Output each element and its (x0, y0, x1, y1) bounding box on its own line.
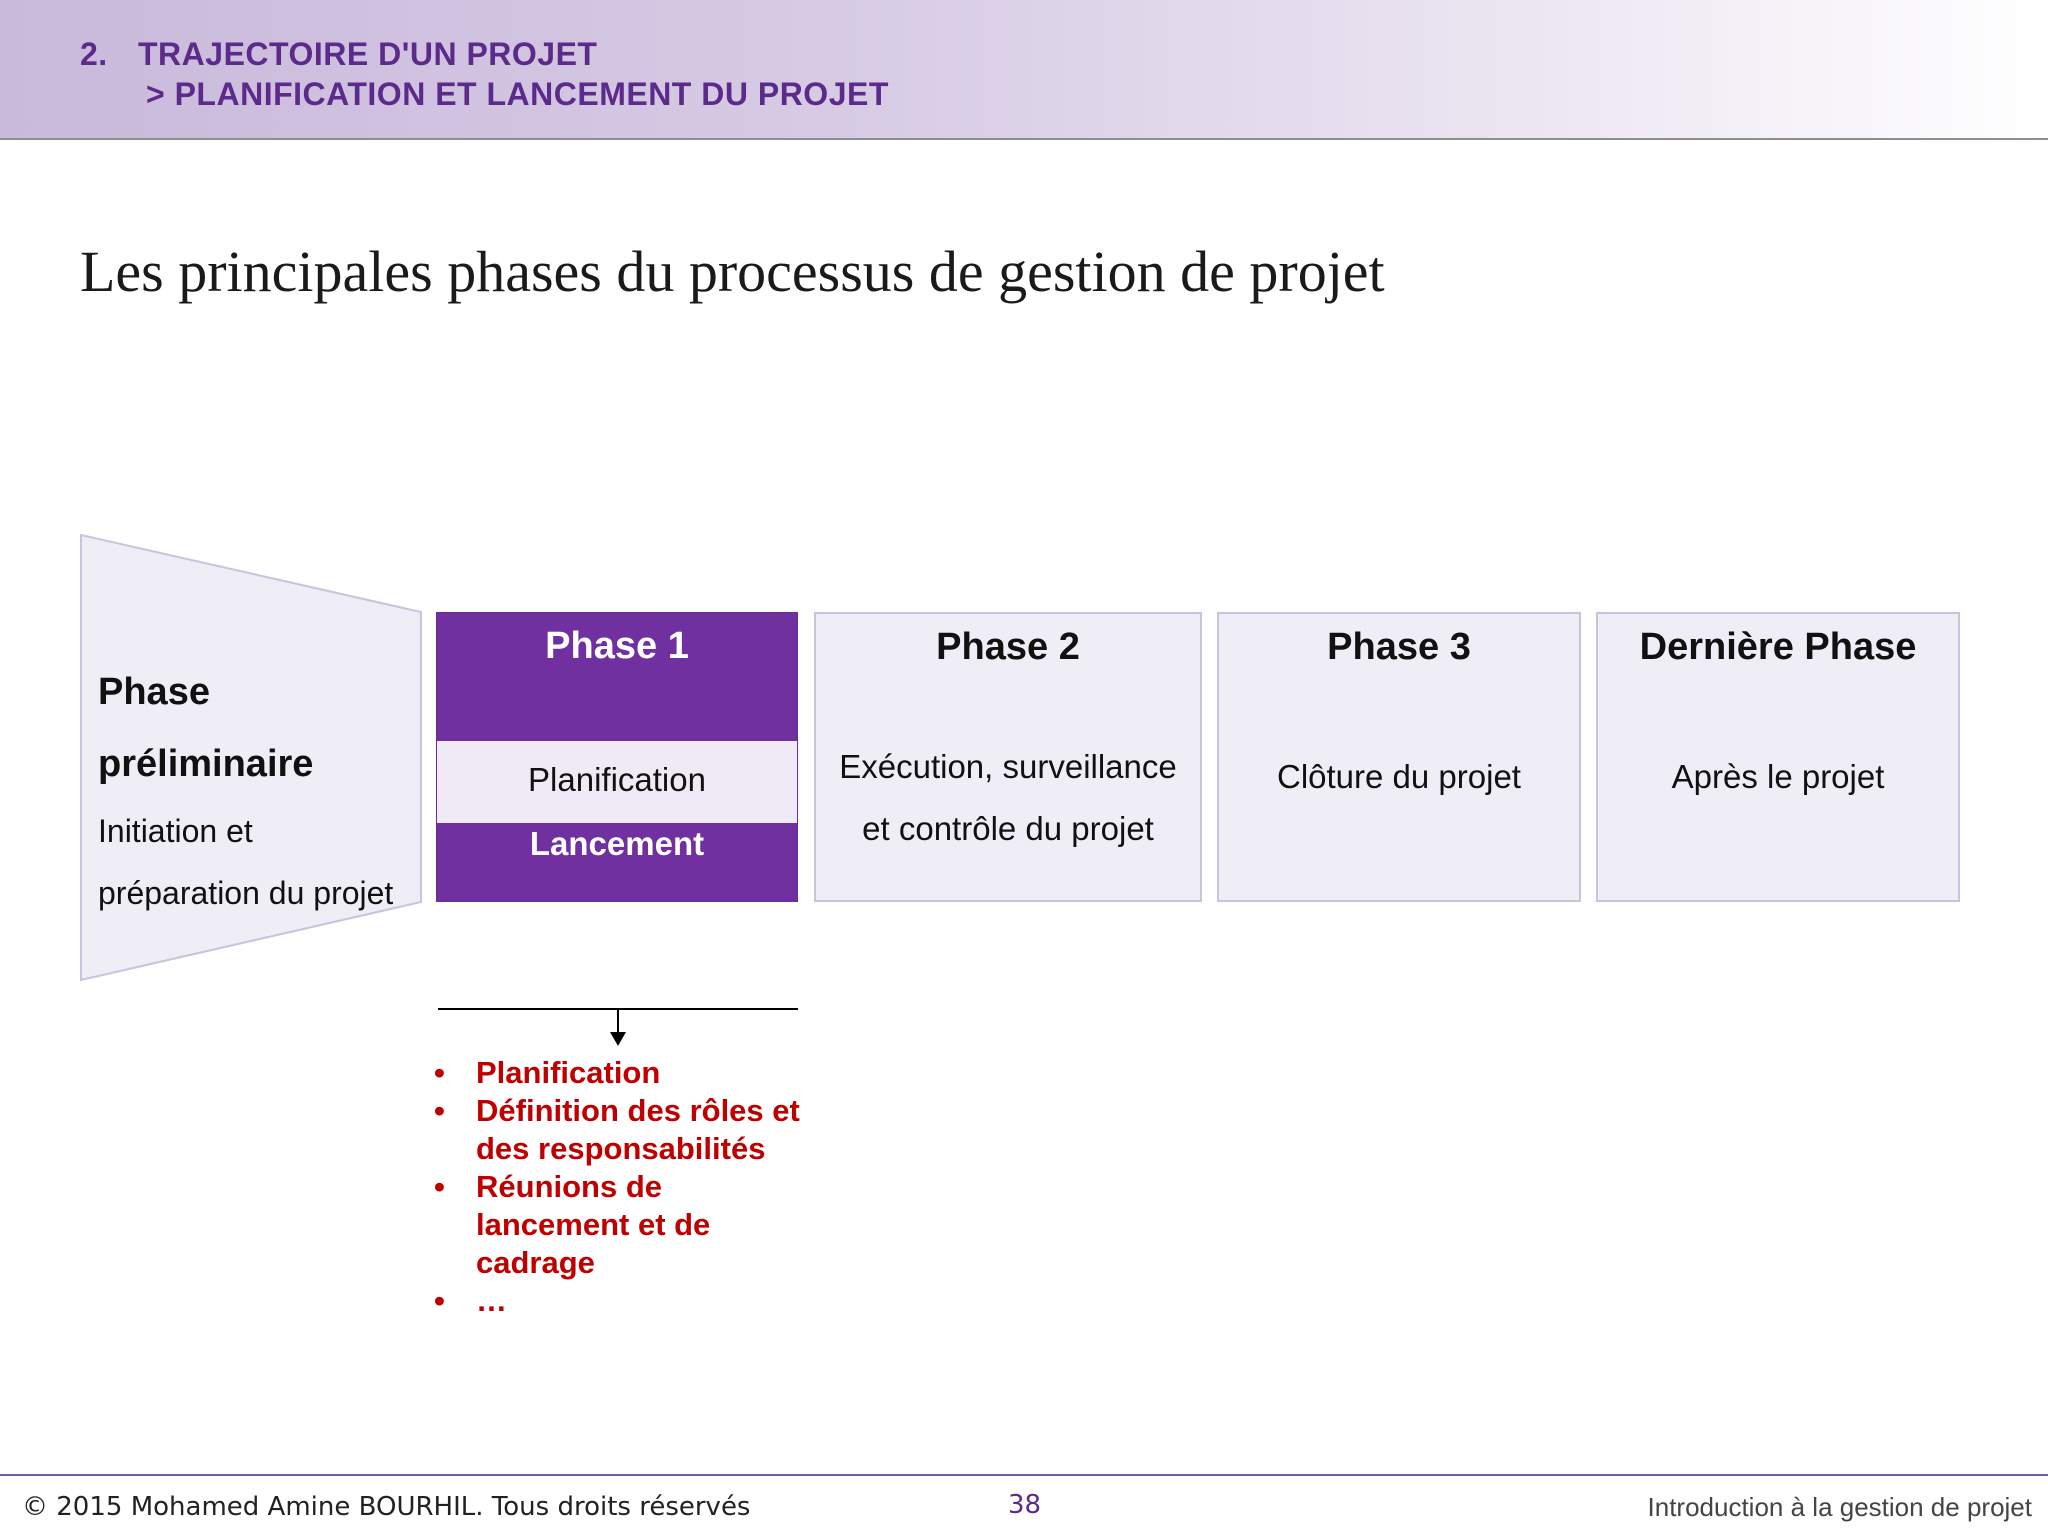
phase-1-title: Phase 1 (545, 625, 689, 667)
phase-2-box (814, 612, 1202, 902)
footer-course-title: Introduction à la gestion de projet (1647, 1492, 2032, 1522)
list-item: • Réunions de lancement et de cadrage (434, 1169, 711, 1280)
preliminary-title-line2: préliminaire (98, 743, 314, 785)
header-band (0, 0, 2048, 140)
bullet-icon: • (434, 1093, 445, 1128)
preliminary-phase-text (98, 656, 428, 924)
phase-1-planification-band (437, 741, 797, 823)
section-heading (80, 36, 597, 73)
phase-1-planification-label: Planification (528, 761, 706, 798)
list-item: • Définition des rôles et des responsabilités (434, 1093, 800, 1166)
section-title: TRAJECTOIRE D'UN PROJET (138, 36, 598, 72)
phase-1-box (436, 612, 798, 902)
phase-3-box (1217, 612, 1581, 902)
phase-1-activities-list (434, 1054, 804, 1320)
bullet-icon: • (434, 1283, 445, 1318)
down-arrow-icon (436, 1004, 800, 1048)
slide-title: Les principales phases du processus de gestion de projet (80, 239, 1385, 304)
page-number: 38 (1008, 1490, 1042, 1520)
phase-1-lancement-label: Lancement (529, 825, 705, 862)
bullet-icon: • (434, 1169, 445, 1204)
preliminary-desc-line2: préparation du projet (98, 875, 394, 911)
last-phase-desc: Après le projet (1671, 758, 1885, 795)
subsection-title: > PLANIFICATION ET LANCEMENT DU PROJET (146, 76, 889, 112)
phase-3-title: Phase 3 (1327, 626, 1471, 668)
footer-copyright: © 2015 Mohamed Amine BOURHIL. Tous droits réservés (22, 1492, 751, 1522)
last-phase-title: Dernière Phase (1639, 626, 1917, 668)
footer-divider (0, 1474, 2048, 1476)
phase-3-desc: Clôture du projet (1277, 758, 1521, 795)
preliminary-desc-line1: Initiation et (98, 813, 253, 849)
preliminary-title-line1: Phase (98, 671, 210, 713)
bullet-icon: • (434, 1055, 445, 1090)
list-item: • … (434, 1283, 507, 1318)
list-item: • Planification (434, 1055, 661, 1090)
phase-2-title: Phase 2 (936, 626, 1080, 668)
last-phase-box (1596, 612, 1960, 902)
phase-2-desc-line1: Exécution, surveillance (839, 748, 1177, 785)
section-number: 2. (80, 36, 108, 72)
phase-2-desc-line2: et contrôle du projet (862, 810, 1154, 847)
